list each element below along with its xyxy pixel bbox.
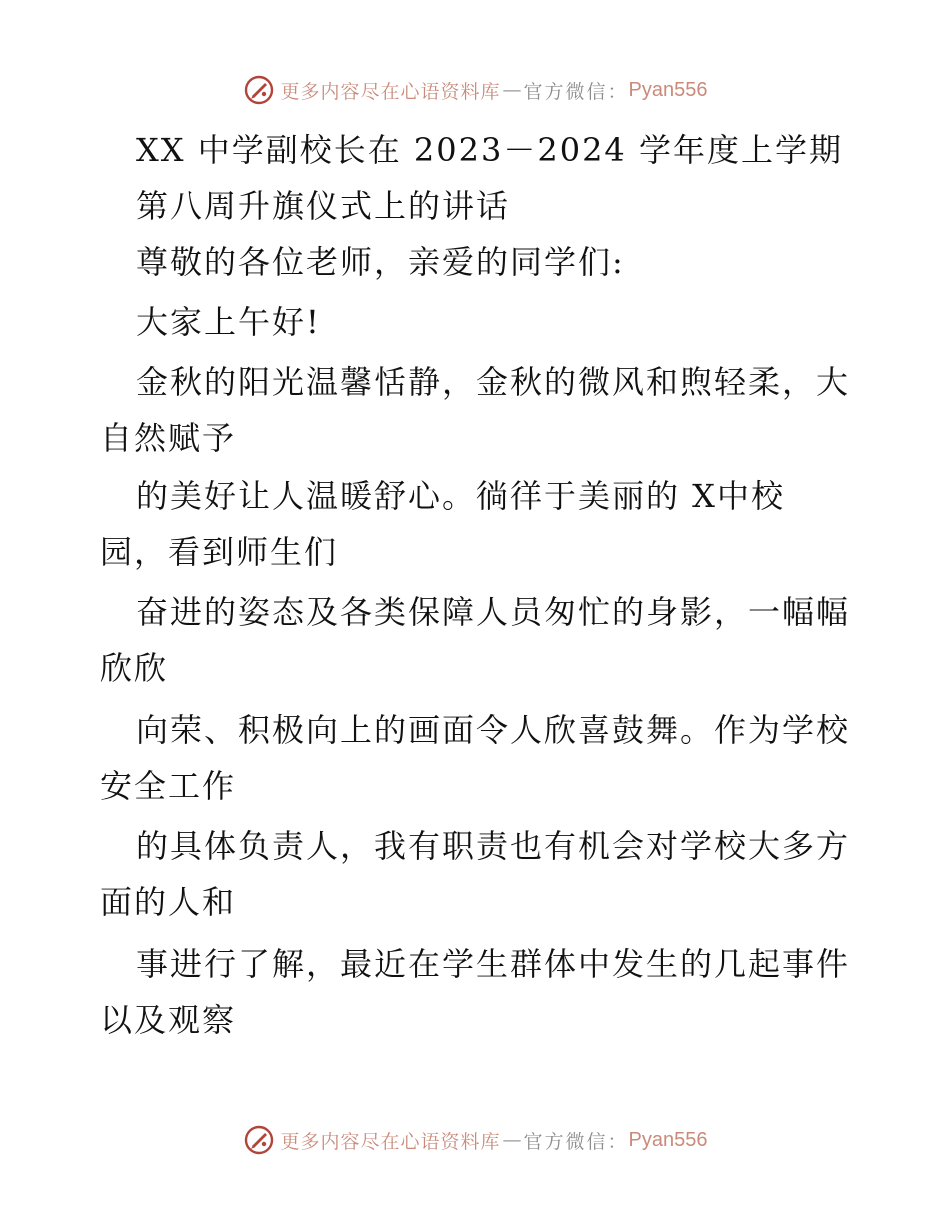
body-line: 向荣、积极向上的画面令人欣喜鼓舞。作为学校 [136, 711, 851, 749]
document-title-line-2: 第八周升旗仪式上的讲话 [136, 187, 511, 225]
body-line: 欣欣 [100, 649, 169, 687]
body-line: 奋进的姿态及各类保障人员匆忙的身影，一幅幅 [136, 593, 851, 631]
salutation: 尊敬的各位老师，亲爱的同学们: [136, 243, 625, 281]
body-line: 的美好让人温暖舒心。徜徉于美丽的 X中校 [136, 477, 785, 515]
body-line: 的具体负责人，我有职责也有机会对学校大多方 [136, 827, 851, 865]
watermark-text: 更多内容尽在心语资料库 [280, 80, 501, 103]
watermark-text: 更多内容尽在心语资料库 [280, 1130, 501, 1153]
body-line: 安全工作 [100, 767, 237, 805]
body-line: 以及观察 [100, 1001, 237, 1039]
quill-seal-icon [243, 74, 275, 106]
body-line: 园，看到师生们 [100, 533, 339, 571]
body-line: 面的人和 [100, 883, 237, 921]
document-title-line-1: XX 中学副校长在 2023－2024 学年度上学期 [136, 131, 843, 169]
body-line: 自然赋予 [100, 419, 237, 457]
watermark-wechat-label: 官方微信： [523, 1130, 629, 1153]
quill-seal-icon [243, 1124, 275, 1156]
watermark-wechat-id: Pyan556 [628, 1128, 708, 1151]
body-line: 事进行了解，最近在学生群体中发生的几起事件 [136, 945, 851, 983]
header-watermark [0, 70, 950, 110]
body-line: 金秋的阳光温馨恬静，金秋的微风和煦轻柔，大 [136, 363, 851, 401]
watermark-wechat-label: 官方微信： [523, 80, 629, 103]
watermark-separator: — [502, 79, 522, 101]
greeting: 大家上午好! [136, 303, 321, 341]
footer-watermark [0, 1120, 950, 1160]
watermark-wechat-id: Pyan556 [628, 78, 708, 101]
watermark-separator: — [502, 1129, 522, 1151]
